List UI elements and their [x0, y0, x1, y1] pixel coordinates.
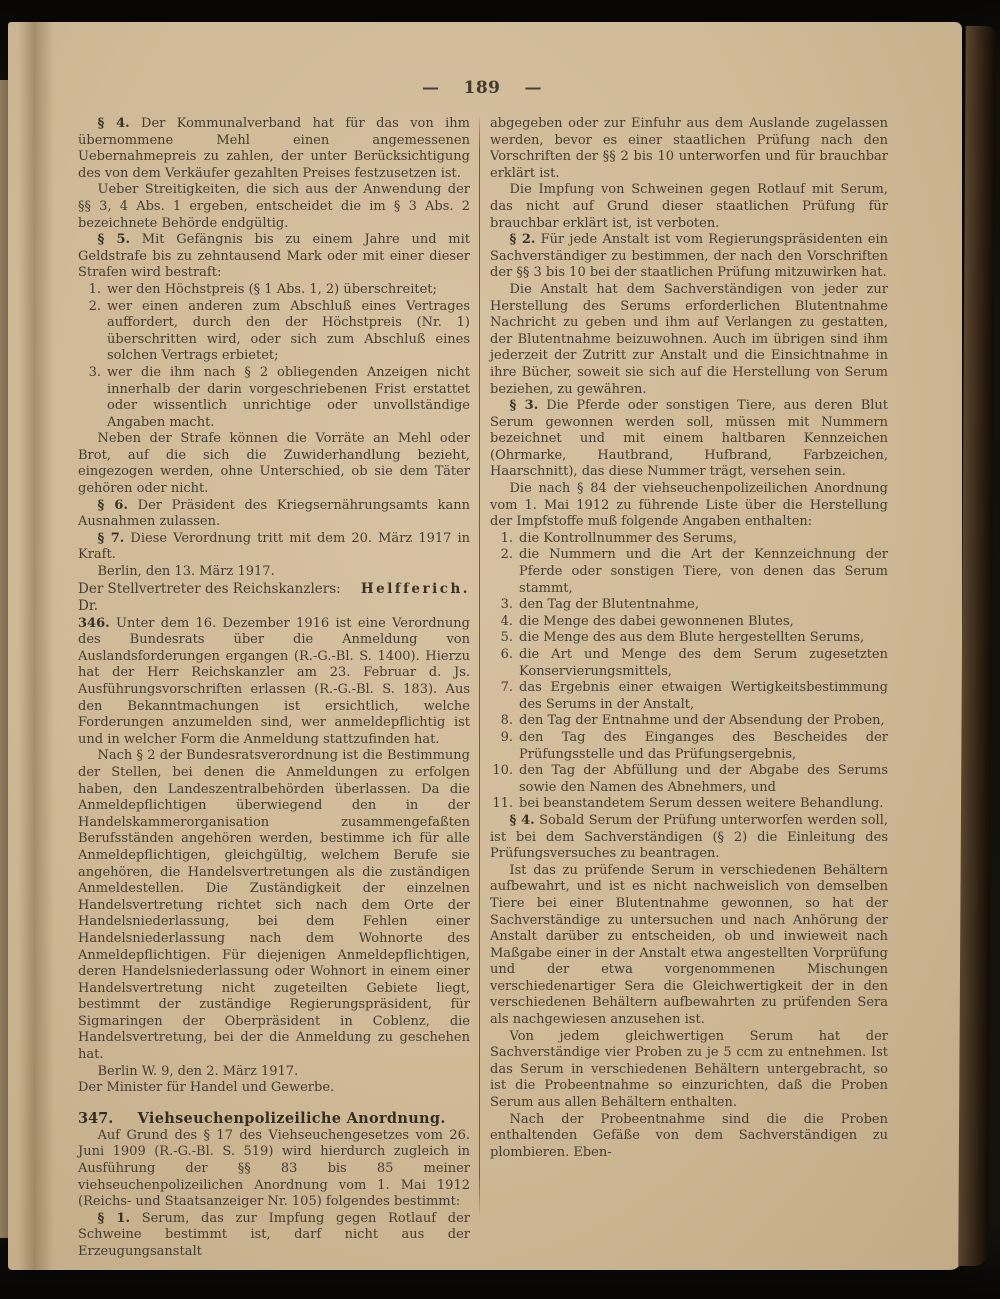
list-item: [490, 547, 888, 597]
paragraph: § 3. Die Pferde oder sonstigen Tiere, aus deren Blut Serum gewonnen werden soll, müssen mit Nummern bezeichnet und mit einem haltbaren Kennzeichen (Ohrmarke, Hautbrand, Hufbrand, Farbzeichen, Haarschnitt), das diese Nummer trägt, versehen sein.: [490, 398, 888, 480]
paragraph: Nach der Probeentnahme sind die die Proben enthaltenden Gefäße von dem Sachverständigen zu plombieren. Eben-: [490, 1111, 888, 1160]
list-item: [490, 796, 888, 813]
right-column: [490, 116, 888, 1261]
list-item-text: wer den Höchstpreis (§ 1 Abs. 1, 2) überschreitet;: [107, 281, 437, 297]
list-item: [490, 763, 888, 796]
list-item-text: den Tag der Blutentnahme,: [519, 597, 699, 613]
section-ref: § 3.: [509, 398, 539, 414]
paragraph: Ist das zu prüfende Serum in verschiedenen Behältern aufbewahrt, und ist es nicht nachweislich von demselben Tiere bei einer Blutentnahme gewonnen, so hat der Sachverständige zu untersuchen und nach Anhörung der Anstalt darüber zu entscheiden, ob und inwieweit nach Maßgabe einer in der Anstalt etwa angestellten Vorprüfung und der etwa vorgenommenen Mischungen verschiedenartiger Sera die Gleichwertigkeit der in den verschiedenen Behältern aufbewahrten zu prüfenden Sera als nachgewiesen anzusehen ist.: [490, 862, 888, 1028]
list-item-marker: 1.: [88, 281, 101, 297]
header-dash-right: —: [524, 78, 542, 98]
list-item-text: bei beanstandetem Serum dessen weitere Behandlung.: [519, 796, 884, 812]
list-item-marker: 3.: [88, 364, 101, 380]
section-ref: § 5.: [97, 232, 131, 248]
list-item-text: wer die ihm nach § 2 obliegenden Anzeigen nicht innerhalb der darin vorgeschriebenen Frist erstattet oder wissentlich unrichtige oder unvollständige Angaben macht.: [107, 364, 470, 430]
list-item-marker: 4.: [500, 613, 513, 629]
signature-name: Helfferich.: [360, 580, 470, 597]
paragraph: Die Anstalt hat dem Sachverständigen von jeder zur Herstellung des Serums erforderlichen Blutentnahme Nachricht zu geben und ihm auf Verlangen zu gestatten, der Blutentnahme beizuwohnen. Auch im übrigen sind ihm jederzeit der Zutritt zur Anstalt und die Einsichtnahme in ihre Bücher, soweit sie sich auf die Herstellung von Serum beziehen, zu gewähren.: [490, 281, 888, 397]
signature-role: Der Stellvertreter des Reichskanzlers: Dr.: [78, 580, 341, 615]
numbered-list: [78, 282, 470, 431]
list-item: [490, 730, 888, 763]
numbered-list: [490, 531, 888, 813]
list-item: [490, 680, 888, 713]
list-item-marker: 2.: [500, 547, 513, 563]
column-divider: [479, 118, 480, 1219]
paragraph: Nach § 2 der Bundesratsverordnung ist die Bestimmung der Stellen, bei denen die Anmeldungen zu erfolgen haben, den Landeszentralbehörden überlassen. Da die Anmeldepflichtigen überwiegend den in der Handelskammerorganisation zusammengefaßten Berufsständen angehören werden, bestimme ich für alle Anmeldepflichtigen, gleichgültig, welchem Berufe sie angehören, die Handelsvertretungen als die zuständigen Anmeldestellen. Die Zuständigkeit der einzelnen Handelsvertretung richtet sich nach dem Orte der Handelsniederlassung, bei dem Fehlen einer Handelsniederlassung nach dem Wohnorte des Anmeldepflichtigen. Für diejenigen Anmeldepflichtigen, deren Handelsniederlassung oder Wohnort in einem einer Handelsvertretung nicht zugeteilten Gebiete liegt, bestimmt der zuständige Regierungspräsident, für Sigmaringen der Oberpräsident in Coblenz, die Handelsvertretung, bei der die Anmeldung zu geschehen hat.: [78, 748, 470, 1063]
section-ref: 346.: [78, 615, 110, 631]
list-item-text: die Nummern und die Art der Kennzeichnung der Pferde oder sonstigen Tiere, von denen das Serum stammt,: [519, 547, 888, 596]
list-item-marker: 2.: [88, 298, 101, 314]
paragraph: Neben der Strafe können die Vorräte an Mehl oder Brot, auf die sich die Zuwiderhandlung bezieht, eingezogen werden, ohne Unterschied, ob sie dem Täter gehören oder nicht.: [78, 431, 470, 497]
list-item-text: die Menge des dabei gewonnenen Blutes,: [519, 613, 794, 629]
list-item: [490, 531, 888, 548]
paragraph: § 4. Sobald Serum der Prüfung unterworfen werden soll, ist bei dem Sachverständigen (§ 2) die Einleitung des Prüfungsversuches zu beantragen.: [490, 812, 888, 862]
paragraph: abgegeben oder zur Einfuhr aus dem Auslande zugelassen werden, bevor es einer staatlichen Prüfung nach den Vorschriften der §§ 2 bis 10 unterworfen und für brauchbar erklärt ist.: [490, 116, 888, 181]
section-ref: § 6.: [97, 497, 128, 513]
paragraph: § 6. Der Präsident des Kriegsernährungsamts kann Ausnahmen zulassen.: [78, 497, 470, 530]
paragraph: 346. Unter dem 16. Dezember 1916 ist eine Verordnung des Bundesrats über die Anmeldung von Auslandsforderungen ergangen (R.-G.-Bl. S. 1400). Hierzu hat der Herr Reichskanzler am 23. Februar d. Js. Ausführungsvorschriften erlassen (R.-G.-Bl. S. 183). Aus den Bekanntmachungen ist ersichtlich, welche Forderungen anzumelden sind, wer anmeldepflichtig ist und in welcher Form die Anmeldung stattzufinden hat.: [78, 615, 471, 747]
paragraph: Von jedem gleichwertigen Serum hat der Sachverständige vier Proben zu je 5 ccm zu entnehmen. Ist das Serum in verschiedenen Behältern untergebracht, so ist die Probeentnahme so einzurichten, daß die Proben Serum aus allen Behältern enthalten.: [490, 1028, 888, 1111]
list-item-text: wer einen anderen zum Abschluß eines Vertrages auffordert, durch den der Höchstpreis (Nr. 1) überschritten wird, oder sich zum Abschluß eines solchen Vertrags erbietet;: [107, 298, 470, 364]
page-stack-edge: [958, 26, 996, 1266]
paragraph: § 5. Mit Gefängnis bis zu einem Jahre und mit Geldstrafe bis zu zehntausend Mark oder mit einer dieser Strafen wird bestraft:: [78, 232, 470, 281]
binding-fold-shadow: [18, 22, 54, 1270]
page-number: 189: [463, 78, 501, 98]
list-item: [490, 647, 888, 680]
paragraph: Auf Grund des § 17 des Viehseuchengesetzes vom 26. Juni 1909 (R.-G.-Bl. S. 519) wird hierdurch zugleich in Ausführung der §§ 83 bis 85 meiner viehseuchenpolizeilichen Anordnung vom 1. Mai 1912 (Reichs- und Staatsanzeiger Nr. 105) folgendes bestimmt:: [78, 1127, 470, 1210]
page: [8, 22, 962, 1270]
paragraph: Die nach § 84 der viehseuchenpolizeilichen Anordnung vom 1. Mai 1912 zu führende Liste über die Herstellung der Impfstoffe muß folgende Angaben enthalten:: [490, 481, 888, 530]
list-item: [78, 299, 470, 365]
section-ref: § 2.: [509, 232, 536, 248]
paragraph: § 1. Serum, das zur Impfung gegen Rotlauf der Schweine bestimmt ist, darf nicht aus der Erzeugungsanstalt: [78, 1210, 470, 1259]
list-item-marker: 5.: [500, 630, 513, 646]
paragraph: Berlin W. 9, den 2. März 1917.: [97, 1063, 299, 1079]
list-item: [490, 597, 888, 614]
list-item-marker: 6.: [500, 647, 513, 662]
section-number: 347.: [78, 1109, 114, 1127]
list-item-marker: 7.: [500, 680, 513, 696]
paragraph: Berlin, den 13. März 1917.: [97, 564, 275, 580]
left-column: [78, 116, 470, 1261]
page-number-header: [78, 78, 886, 98]
text-line: Der Minister für Handel und Gewerbe.: [78, 1080, 335, 1096]
signature-line: [78, 581, 470, 616]
text-columns: [78, 116, 888, 1261]
list-item-marker: 1.: [500, 530, 513, 546]
section-ref: § 4.: [97, 116, 130, 131]
paragraph: Ueber Streitigkeiten, die sich aus der Anwendung der §§ 3, 4 Abs. 1 ergeben, entscheidet die im § 3 Abs. 2 bezeichnete Behörde endgültig.: [78, 182, 470, 231]
list-item: [490, 713, 888, 730]
list-item-marker: 8.: [500, 713, 513, 729]
list-item-text: den Tag der Abfüllung und der Abgabe des Serums sowie den Namen des Abnehmers, und: [519, 763, 888, 795]
paragraph: Die Impfung von Schweinen gegen Rotlauf mit Serum, das nicht auf Grund dieser staatlichen Prüfung für brauchbar erklärt ist, ist verboten.: [490, 182, 888, 231]
list-item: [78, 365, 470, 431]
section-ref: § 1.: [97, 1210, 130, 1226]
section-ref: § 7.: [97, 530, 125, 546]
list-item-text: die Kontrollnummer des Serums,: [519, 530, 738, 546]
list-item-text: den Tag des Einganges des Bescheides der Prüfungsstelle und das Prüfungsergebnis,: [519, 729, 888, 762]
paragraph: § 7. Diese Verordnung tritt mit dem 20. März 1917 in Kraft.: [78, 530, 470, 563]
list-item: [78, 282, 470, 299]
section-ref: § 4.: [509, 812, 535, 828]
list-item: [490, 630, 888, 647]
list-item-marker: 9.: [500, 729, 513, 745]
list-item-text: die Menge des aus dem Blute hergestellten Serums,: [519, 630, 865, 646]
list-item-text: den Tag der Entnahme und der Absendung der Proben,: [519, 713, 885, 729]
section-title: Viehseuchenpolizeiliche Anordnung.: [137, 1109, 446, 1127]
list-item-text: das Ergebnis einer etwaigen Wertigkeitsbestimmung des Serums in der Anstalt,: [519, 680, 888, 712]
section-heading: [78, 1109, 470, 1128]
list-item-marker: 11.: [492, 796, 513, 812]
list-item-marker: 3.: [500, 597, 513, 613]
paragraph: § 4. Der Kommunalverband hat für das von ihm übernommene Mehl einen angemessenen Uebernahmepreis zu zahlen, der unter Berücksichtigung des von dem Verkäufer gezahlten Preises festzusetzen ist.: [78, 116, 470, 181]
list-item-text: die Art und Menge des dem Serum zugesetzten Konservierungsmittels,: [519, 647, 888, 679]
list-item-marker: 10.: [492, 763, 513, 779]
list-item: [490, 614, 888, 631]
header-dash-left: —: [422, 78, 440, 98]
paragraph: § 2. Für jede Anstalt ist vom Regierungspräsidenten ein Sachverständiger zu bestimmen, der nach den Vorschriften der §§ 3 bis 10 bei der staatlichen Prüfung mitzuwirken hat.: [490, 232, 889, 281]
